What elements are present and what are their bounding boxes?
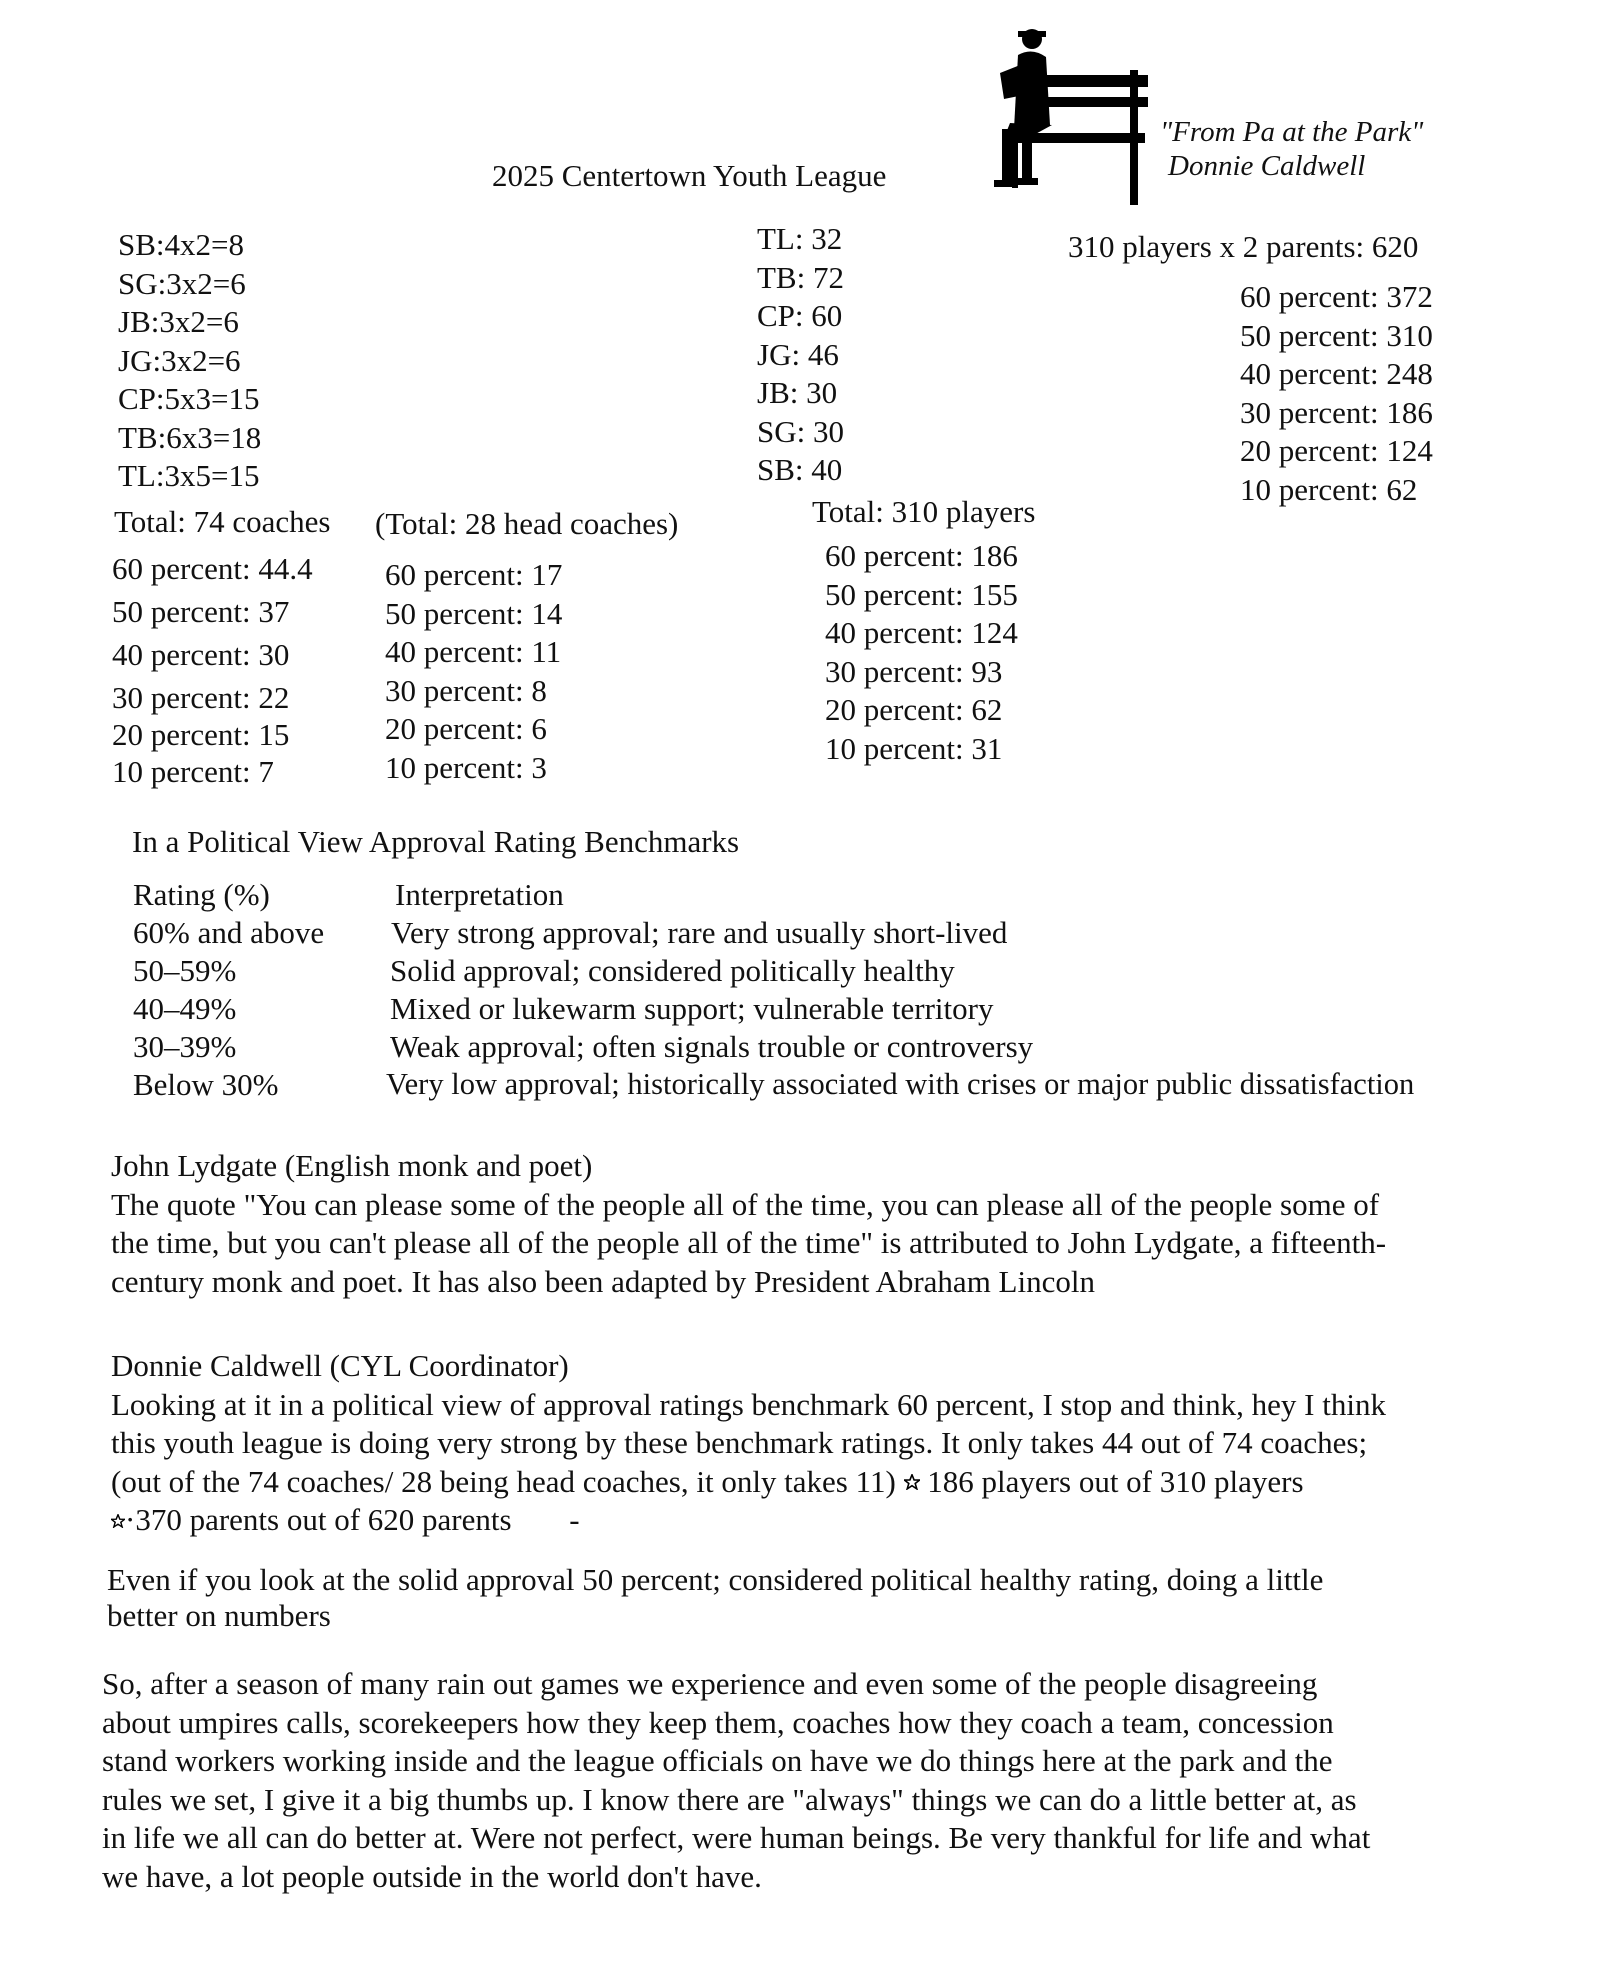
paragraph-line: this youth league is doing very strong by these benchmark ratings. It only takes 44 out of 74 coaches; (111, 1425, 1368, 1460)
paragraph-line: stand workers working inside and the league officials on have we do things here at the park and the (102, 1743, 1333, 1778)
list-item: TB: 72 (757, 259, 844, 295)
list-item: 40 percent: 30 (112, 637, 290, 672)
list-item: SG: 30 (757, 413, 844, 449)
list-item: 50 percent: 155 (825, 576, 1018, 612)
benchmark-interpretation: Very strong approval; rare and usually short-lived (391, 915, 1008, 950)
benchmark-rating: 30–39% (133, 1029, 237, 1064)
benchmarks-heading: In a Political View Approval Rating Benchmarks (132, 824, 740, 859)
list-item: 30 percent: 8 (385, 672, 547, 708)
paragraph-line: The quote "You can please some of the people all of the time, you can please all of the people some of (111, 1186, 1380, 1222)
list-item: JB:3x2=6 (118, 304, 239, 339)
paragraph-line (111, 1501, 1386, 1540)
list-item: TB:6x3=18 (118, 419, 262, 455)
paragraph-line: century monk and poet. It has also been adapted by President Abraham Lincoln (111, 1263, 1095, 1299)
star-icon (904, 1474, 920, 1490)
head-coaches-total: (Total: 28 head coaches) (375, 506, 679, 541)
list-item: JG:3x2=6 (118, 342, 241, 378)
list-item: CP: 60 (757, 298, 843, 333)
benchmark-interpretation: Solid approval; considered politically healthy (390, 953, 955, 988)
players-note: 186 players out of 310 players (927, 1463, 1304, 1499)
list-item: JG: 46 (757, 336, 839, 372)
star-icon (111, 1514, 125, 1528)
paragraph-line: Looking at it in a political view of approval ratings benchmark 60 percent, I stop and think, hey I think (111, 1386, 1386, 1422)
benchmark-interpretation: Mixed or lukewarm support; vulnerable territory (390, 991, 994, 1026)
lydgate-heading: John Lydgate (English monk and poet) (111, 1148, 593, 1183)
list-item: 10 percent: 62 (1240, 471, 1418, 507)
list-item: 60 percent: 44.4 (112, 551, 313, 586)
lydgate-section (111, 1147, 1386, 1301)
benchmarks-col-rating: Rating (%) (133, 877, 270, 912)
benchmarks-col-interpretation: Interpretation (395, 877, 564, 912)
head-coaches-percent-list (385, 556, 562, 787)
closing-section (102, 1665, 1370, 1896)
caldwell-section (111, 1347, 1386, 1540)
list-item: 30 percent: 186 (1240, 394, 1433, 430)
benchmark-rating: 50–59% (133, 953, 237, 988)
players-total: Total: 310 players (812, 494, 1036, 529)
list-item: CP:5x3=15 (118, 381, 260, 416)
benchmark-rating: 40–49% (133, 991, 237, 1026)
list-item: 40 percent: 11 (385, 634, 562, 669)
benchmark-interpretation: Weak approval; often signals trouble or controversy (390, 1029, 1034, 1064)
paragraph-line: in life we all can do better at. Were not perfect, were human beings. Be very thankful for life and what (102, 1820, 1371, 1855)
list-item: SG:3x2=6 (118, 265, 246, 301)
byline-quote: "From Pa at the Park" (1160, 116, 1424, 148)
man-on-bench-icon (970, 25, 1150, 205)
list-item: 10 percent: 3 (385, 749, 547, 785)
parents-total: 310 players x 2 parents: 620 (1068, 229, 1419, 264)
list-item: TL: 32 (757, 221, 843, 256)
paragraph-line: better on numbers (107, 1598, 331, 1633)
paragraph-line: So, after a season of many rain out games we experience and even some of the people disagreeing (102, 1666, 1318, 1701)
coaches-percent-list (112, 547, 313, 793)
list-item: 40 percent: 124 (825, 615, 1018, 650)
dash-mark: - (569, 1502, 580, 1537)
list-item: SB: 40 (757, 452, 843, 487)
players-team-list (757, 220, 844, 490)
list-item: 10 percent: 31 (825, 730, 1003, 766)
paragraph-line (111, 1463, 1386, 1502)
list-item: 50 percent: 37 (112, 594, 290, 629)
list-item: SB:4x2=8 (118, 227, 245, 262)
list-item: TL:3x5=15 (118, 458, 260, 493)
list-item: 20 percent: 6 (385, 711, 547, 746)
parents-percent-list (1240, 278, 1433, 509)
list-item: 20 percent: 62 (825, 692, 1003, 727)
list-item: 60 percent: 372 (1240, 279, 1433, 314)
paragraph-line: Even if you look at the solid approval 50 percent; considered political healthy rating, doing a little (107, 1562, 1324, 1597)
players-percent-list (825, 537, 1018, 768)
paragraph-line: we have, a lot people outside in the world don't have. (102, 1858, 762, 1894)
paragraph-line: about umpires calls, scorekeepers how they keep them, coaches how they coach a team, concession (102, 1704, 1334, 1740)
benchmark-rating: 60% and above (133, 915, 325, 950)
page-title: 2025 Centertown Youth League (492, 158, 887, 193)
list-item: 10 percent: 7 (112, 754, 274, 789)
solid-approval-section (107, 1562, 1323, 1634)
list-item: 20 percent: 15 (112, 717, 290, 752)
byline (1160, 115, 1423, 183)
byline-author: Donnie Caldwell (1168, 150, 1366, 182)
list-item: 50 percent: 14 (385, 595, 563, 631)
parents-note: ·370 parents out of 620 parents (125, 1502, 512, 1537)
caldwell-heading: Donnie Caldwell (CYL Coordinator) (111, 1348, 569, 1383)
list-item: 50 percent: 310 (1240, 317, 1433, 353)
paragraph-line: the time, but you can't please all of the people all of the time" is attributed to John Lydgate, a fifteenth- (111, 1225, 1387, 1260)
list-item: JB: 30 (757, 375, 838, 410)
list-item: 40 percent: 248 (1240, 356, 1433, 391)
list-item: 60 percent: 17 (385, 557, 563, 592)
list-item: 20 percent: 124 (1240, 433, 1433, 468)
coaches-total: Total: 74 coaches (114, 504, 331, 539)
paragraph-line: rules we set, I give it a big thumbs up. I know there are "always" things we can do a little better at, as (102, 1781, 1357, 1817)
benchmark-rating: Below 30% (133, 1067, 279, 1102)
paragraph-text: (out of the 74 coaches/ 28 being head coaches, it only takes 11) (111, 1463, 896, 1499)
coaches-team-list (118, 226, 261, 496)
list-item: 30 percent: 93 (825, 653, 1003, 689)
list-item: 30 percent: 22 (112, 680, 290, 715)
list-item: 60 percent: 186 (825, 538, 1018, 573)
benchmark-interpretation: Very low approval; historically associated with crises or major public dissatisfaction (386, 1067, 1415, 1101)
